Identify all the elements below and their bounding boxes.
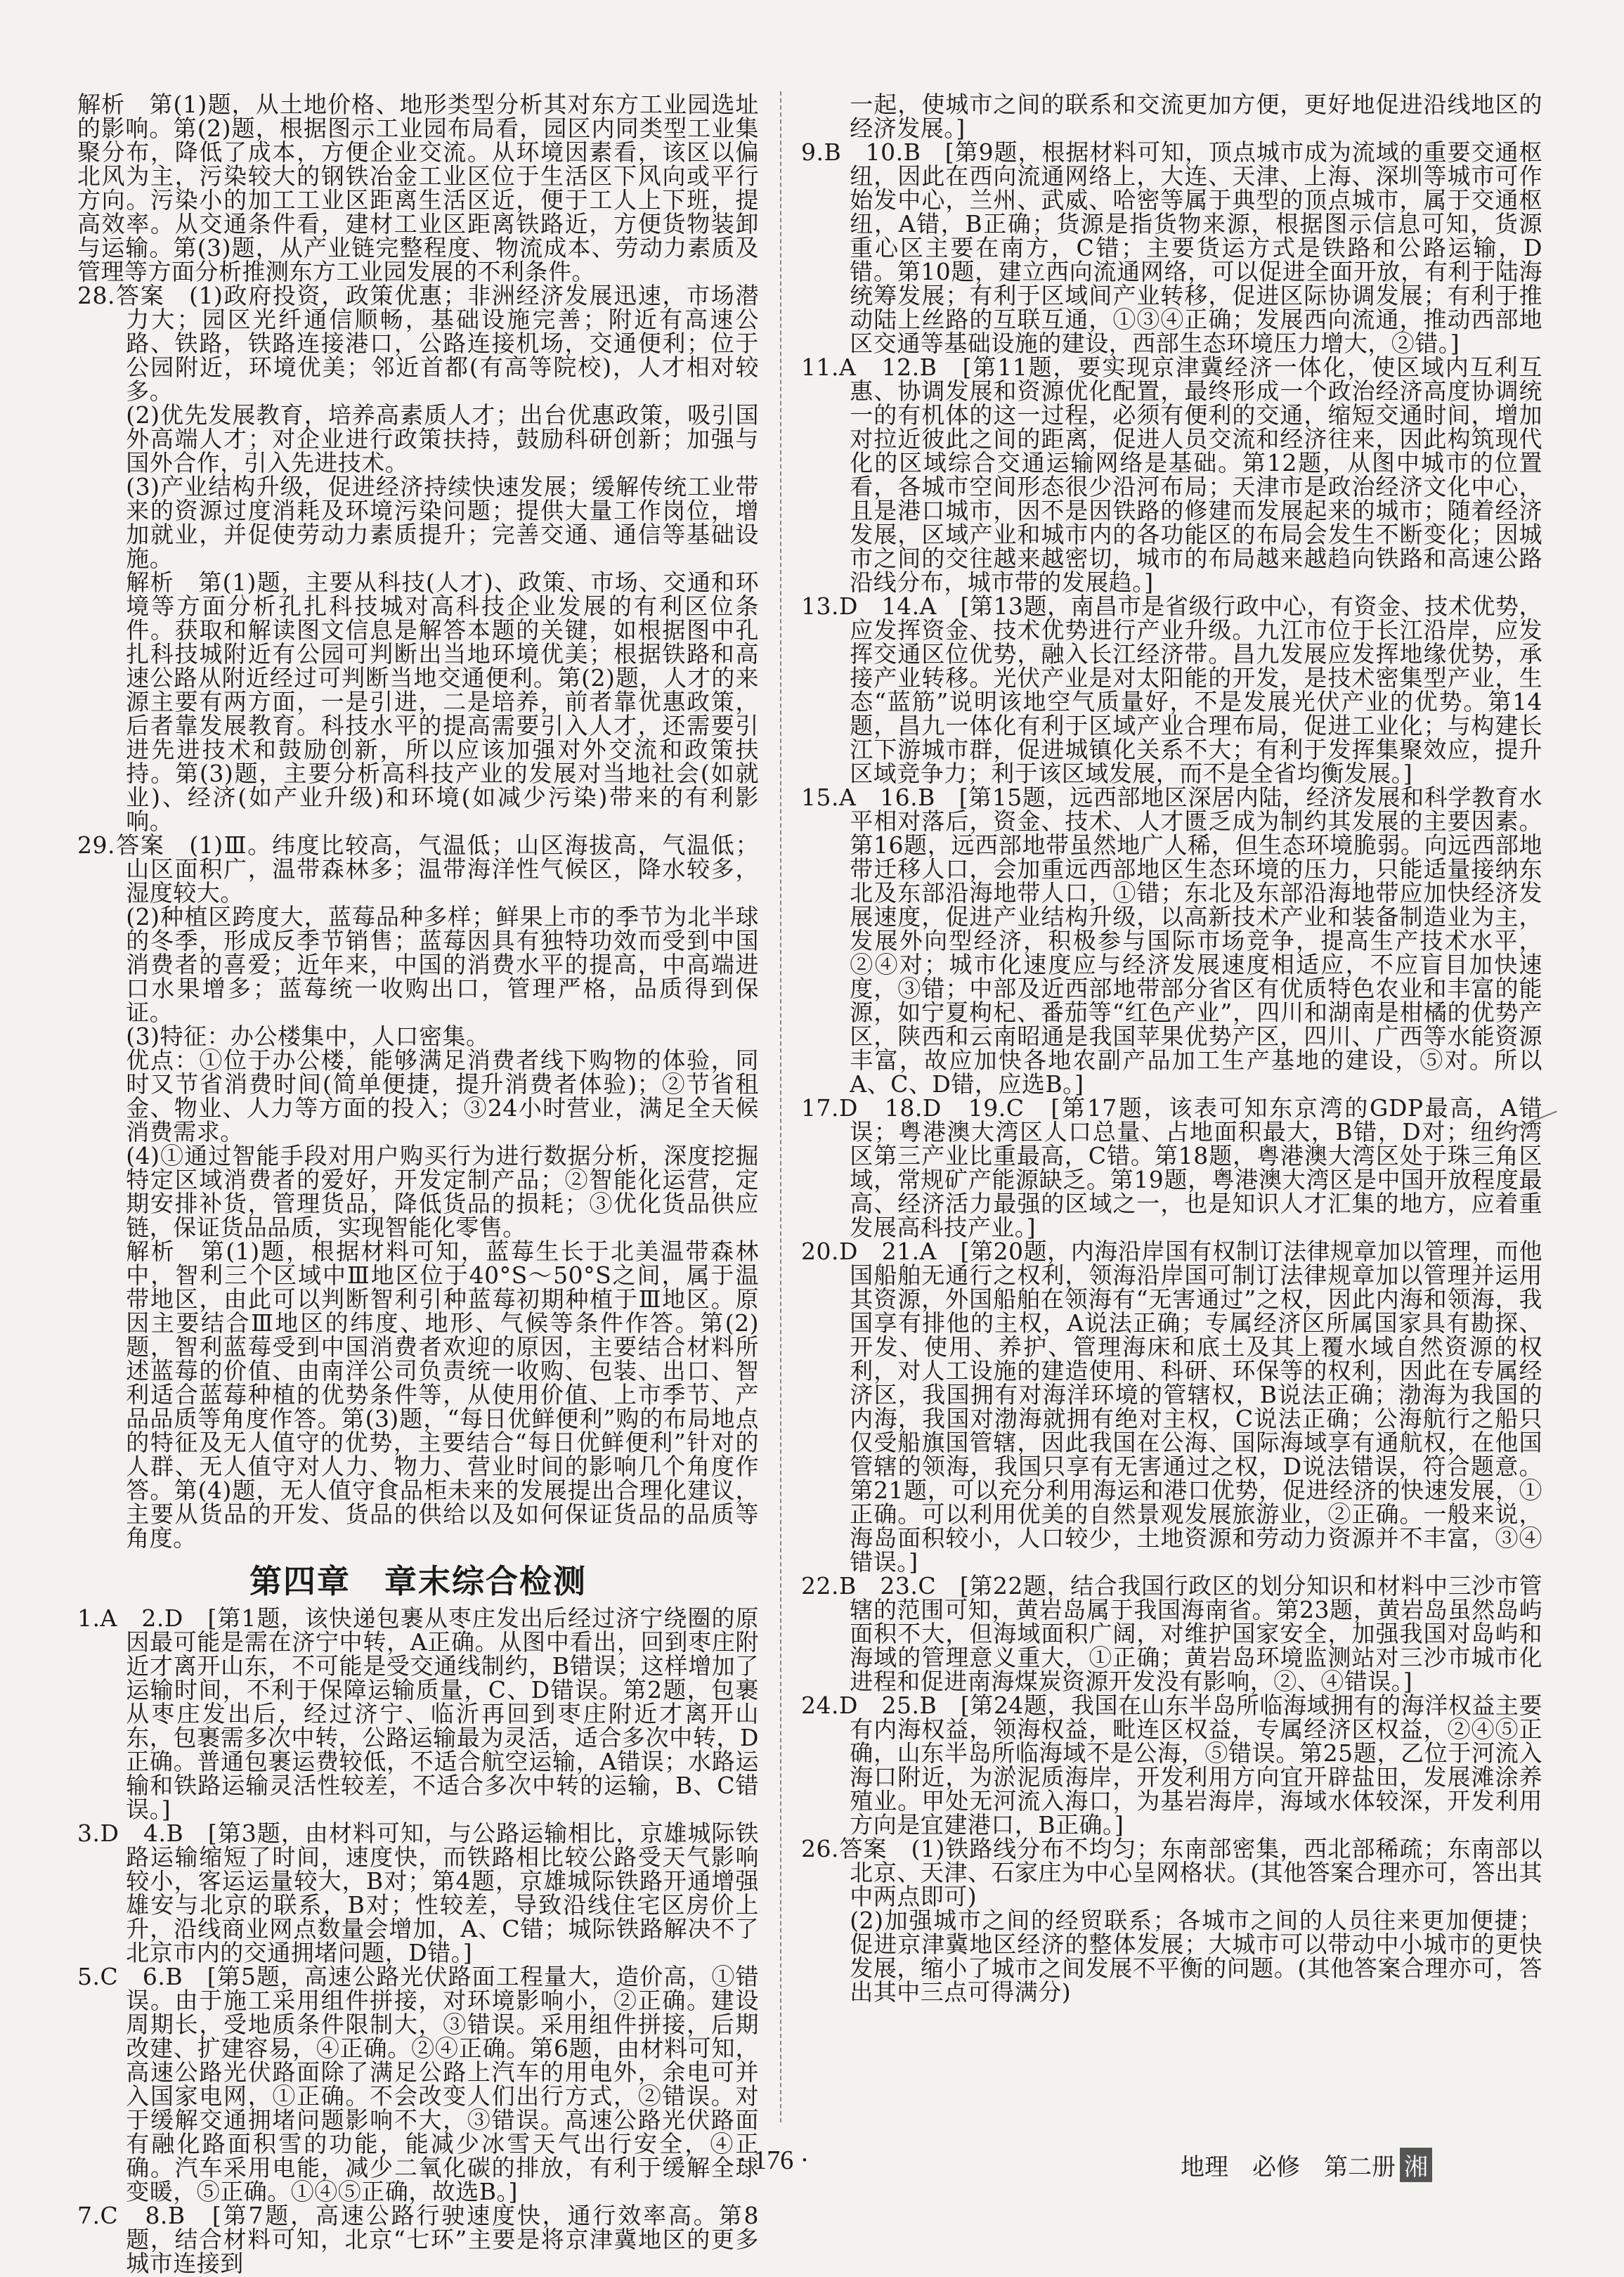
answer-7-8: 7.C 8.B [第7题，高速公路行驶速度快，通行效率高。第8题，结合材料可知，北京“七环”主要是将京津冀地区的更多城市连接到	[77, 2202, 759, 2277]
answer-11-12: 11.A 12.B [第11题，要实现京津冀经济一体化，使区域内互利互惠、协调发展和资源优化配置，最终形成一个政治经济高度协调统一的有机体的这一过程，必须有便利的交通，缩短交通时间，增加对拉近彼此之间的距离，促进人员交流和经济往来，因此构筑现代化的区域综合交通运输网络是基础。第12题，从图中城市的位置看，各城市空间形态很少沿河布局；天津市是政治经济文化中心，且是港口城市，因不是因铁路的修建而发展起来的城市；随着经济发展，区域产业和城市内的各功能区的布局会发生不断变化；因城市之间的交往越来越密切，城市的布局越来越趋向铁路和高速公路沿线分布，城市带的发展趋。]	[801, 353, 1542, 596]
answer-15-16: 15.A 16.B [第15题，远西部地区深居内陆，经济发展和科学教育水平相对落后，资金、技术、人才匮乏成为制约其发展的主要因素。第16题，远西部地带虽然地广人稀，但生态环境脆弱。向远西部地带迁移人口，会加重远西部地区生态环境的压力，只能适量接纳东北及东部沿海地带人口，①错；东北及东部沿海地带应加快经济发展速度，促进产业结构升级，以高新技术产业和装备制造业为主，发展外向型经济，积极参与国际市场竞争，提高生产技术水平，②④对；城市化速度应与经济发展速度相适应，不应盲目加快速度，③错；中部及近西部地带部分省区有优质特色农业和丰富的能源，如宁夏枸杞、番茄等“红色产业”，四川和湖南是柑橘的优势产区，陕西和云南昭通是我国苹果优势产区，四川、广西等水能资源丰富，故应加快各地农副产品加工生产基地的建设，⑤对。所以A、C、D错，应选B。]	[801, 784, 1542, 1098]
left-column	[77, 93, 759, 2276]
chapter-title: 第四章 章末综合检测	[249, 1562, 587, 1600]
answer-29-part2: (2)种植区跨度大，蓝莓品种多样；鲜果上市的季节为北半球的冬季，形成反季节销售；蓝莓因具有独特功效而受到中国消费者的喜爱；近年来，中国的消费水平的提高，中高端进口水果增多；蓝莓统一收购出口，管理严格，品质得到保证。	[126, 903, 759, 1026]
answer-28-part1: 28.答案 (1)政府投资，政策优惠；非洲经济发展迅速，市场潜力大；园区光纤通信顺畅，基础设施完善；附近有高速公路、铁路，铁路连接港口，公路连接机场，交通便利；位于公园附近，环境优美；邻近首都(有高等院校)，人才相对较多。	[77, 282, 759, 405]
answer-13-14: 13.D 14.A [第13题，南昌市是省级行政中心，有资金、技术优势，应发挥资金、技术优势进行产业升级。九江市位于长江沿岸，应发挥交通区位优势，融入长江经济带。昌九发展应发挥地缘优势，承接产业转移。光伏产业是对太阳能的开发，是技术密集型产业，生态“蓝筋”说明该地空气质量好，不是发展光伏产业的优势。第14题，昌九一体化有利于区域产业合理布局，促进工业化；与构建长江下游城市群，促进城镇化关系不大；有利于发挥集聚效应，提升区域竞争力；利于该区域发展，而不是全省均衡发展。]	[801, 592, 1542, 787]
analysis-29: 解析 第(1)题，根据材料可知，蓝莓生长于北美温带森林中，智利三个区域中Ⅲ地区位于40°S～50°S之间，属于温带地区，由此可以判断智利引种蓝莓初期种植于Ⅲ地区。原因主要结合Ⅲ地区的纬度、地形、气候等条件作答。第(2)题，智利蓝莓受到中国消费者欢迎的原因，主要结合材料所述蓝莓的价值、由南洋公司负责统一收购、包装、出口、智利适合蓝莓种植的优势条件等，从使用价值、上市季节、产品品质等角度作答。第(3)题，“每日优鲜便利”购的布局地点的特征及无人值守的优势，主要结合“每日优鲜便利”针对的人群、无人值守对人力、物力、营业时间的影响几个角度作答。第(4)题，无人值守食品柜未来的发展提出合理化建议，主要从货品的开发、货品的供给以及如何保证货品的品质等角度。	[126, 1238, 759, 1552]
answer-5-6: 5.C 6.B [第5题，高速公路光伏路面工程量大，造价高，①错误。由于施工采用组件拼接，对环境影响小，②正确。建设周期长，受地质条件限制大，③错误。采用组件拼接，后期改建、扩建容易，④正确。②④正确。第6题，由材料可知，高速公路光伏路面除了满足公路上汽车的用电外，余电可并入国家电网，①正确。不会改变人们出行方式，②错误。对于缓解交通拥堵问题影响不大，③错误。高速公路光伏路面有融化路面积雪的功能，能减少冰雪天气出行安全，④正确。汽车采用电能，减少二氧化碳的排放，有利于缓解全球变暖，⑤正确。①④⑤正确，故选B。]	[77, 1963, 759, 2205]
answer-29-advantages: 优点：①位于办公楼，能够满足消费者线下购物的体验，同时又节省消费时间(简单便捷，提升消费者体验)；②节省租金、物业、人力等方面的投入；③24小时营业，满足全天候消费需求。	[126, 1046, 759, 1146]
answer-28-part3: (3)产业结构升级，促进经济持续快速发展；缓解传统工业带来的资源过度消耗及环境污染问题；提供大量工作岗位，增加就业，并促使劳动力素质提升；完善交通、通信等基础设施。	[126, 473, 759, 572]
page-footer	[0, 2145, 1624, 2187]
answer-29-part4: (4)①通过智能手段对用户购买行为进行数据分析，深度挖掘特定区域消费者的爱好，开发定制产品；②智能化运营，定期安排补货，管理货品，降低货品的损耗；③优化货品供应链，保证货品品质，实现智能化零售。	[126, 1142, 759, 1241]
answer-28-part2: (2)优先发展教育，培养高素质人才；出台优惠政策，吸引国外高端人才；对企业进行政策扶持，鼓励科研创新；加强与国外合作，引入先进技术。	[126, 401, 759, 476]
analysis-27: 解析 第(1)题，从土地价格、地形类型分析其对东方工业园选址的影响。第(2)题，根据图示工业园布局看，园区内同类型工业集聚分布，降低了成本，方便企业交流。从环境因素看，该区以偏北风为主，污染较大的钢铁冶金工业区位于生活区下风向或平行方向。污染小的加工工业区距离生活区近，便于工人上下班，提高效率。从交通条件看，建材工业区距离铁路近，方便货物装卸与运输。第(3)题，从产业链完整程度、物流成本、劳动力素质及管理等方面分析推测东方工业园发展的不利条件。	[77, 91, 759, 285]
answer-1-2: 1.A 2.D [第1题，该快递包裹从枣庄发出后经过济宁绕圈的原因最可能是需在济宁中转，A正确。从图中看出，回到枣庄附近才离开山东，不可能是受交通线制约，B错误；这样增加了运输时间，不利于保障运输质量，C、D错误。第2题，包裹从枣庄发出后，经过济宁、临沂再回到枣庄附近才离开山东，包裹需多次中转，公路运输最为灵活，适合多次中转，D正确。普通包裹运费较低，不适合航空运输，A错误；水路运输和铁路运输灵活性较差，不适合多次中转的运输，B、C错误。]	[77, 1604, 759, 1823]
answer-24-25: 24.D 25.B [第24题，我国在山东半岛所临海域拥有的海洋权益主要有内海权益，领海权益，毗连区权益，专属经济区权益，②④⑤正确，山东半岛所临海域不是公海，⑤错误。第25题，乙位于河流入海口附近，为淤泥质海岸，开发利用方向宜开辟盐田，发展滩涂养殖业。甲处无河流入海口，为基岩海岸，海域水体较深，开发利用方向是宜建港口，B正确。]	[801, 1692, 1542, 1838]
book-title	[1181, 2148, 1432, 2182]
page-number: · 176 ·	[738, 2146, 810, 2175]
answer-26-part2: (2)加强城市之间的经贸联系；各城市之间的人员往来更加便捷；促进京津冀地区经济的整体发展；大城市可以带动中小城市的更快发展，缩小了城市之间发展不平衡的问题。(其他答案合理亦可，答出其中三点可得满分)	[850, 1907, 1542, 2006]
answer-8-continued: 一起，使城市之间的联系和交流更加方便，更好地促进沿线地区的经济发展。]	[850, 91, 1542, 142]
answer-9-10: 9.B 10.B [第9题，根据材料可知，顶点城市成为流域的重要交通枢纽，因此在西向流通网络上，大连、天津、上海、深圳等城市可作始发中心，兰州、武威、哈密等属于典型的顶点城市，属于交通枢纽，A错，B正确；货源是指货物来源，根据图示信息可知，货源重心区主要在南方，C错；主要货运方式是铁路和公路运输，D错。第10题，建立西向流通网络，可以促进全面开放，有利于陆海统筹发展；有利于区域间产业转移，促进区际协调发展；有利于推动陆上丝路的互联互通，①③④正确；发展西向流通，推动西部地区交通等基础设施的建设，西部生态环境压力增大，②错。]	[801, 138, 1542, 357]
answer-22-23: 22.B 23.C [第22题，结合我国行政区的划分知识和材料中三沙市管辖的范围可知，黄岩岛属于我国海南省。第23题，黄岩岛虽然岛屿面积不大，但海域面积广阔，对维护国家安全，加强我国对岛屿和海域的管理意义重大，①正确；黄岩岛环境监测站对三沙市城市化进程和促进南海煤炭资源开发没有影响，②、④错误。]	[801, 1572, 1542, 1695]
analysis-28: 解析 第(1)题，主要从科技(人才)、政策、市场、交通和环境等方面分析孔扎科技城对高科技企业发展的有利区位条件。获取和解读图文信息是解答本题的关键，如根据图中孔扎科技城附近有公园可判断出当地环境优美；根据铁路和高速公路从附近经过可判断当地交通便利。第(2)题，人才的来源主要有两方面，一是引进，二是培养，前者靠优惠政策，后者靠发展教育。科技水平的提高需要引入人才，还需要引进先进技术和鼓励创新，所以应该加强对外交流和政策扶持。第(3)题，主要分析高科技产业的发展对当地社会(如就业)、经济(如产业升级)和环境(如减少污染)带来的有利影响。	[126, 569, 759, 835]
answer-29-part1: 29.答案 (1)Ⅲ。纬度比较高，气温低；山区海拔高，气温低；山区面积广，温带森林多；温带海洋性气候区，降水较多，湿度较大。	[77, 831, 759, 907]
answer-17-19: 17.D 18.D 19.C [第17题，该表可知东京湾的GDP最高，A错误；粤港澳大湾区人口总量、占地面积最大，B错，D对；纽约湾区第三产业比重最高，C错。第18题，粤港澳大湾区处于珠三角区域，常规矿产能源缺乏。第19题，粤港澳大湾区是中国开放程度最高、经济活力最强的区域之一，也是知识人才汇集的地方，应着重发展高科技产业。]	[801, 1094, 1542, 1241]
right-column	[801, 93, 1542, 2004]
answer-3-4: 3.D 4.B [第3题，由材料可知，与公路运输相比，京雄城际铁路运输缩短了时间，速度快，而铁路相比较公路受天气影响较小，客运运量较大，B对；第4题，京雄城际铁路开通增强雄安与北京的联系，B对；性较差，导致沿线住宅区房价上升，沿线商业网点数量会增加，A、C错；城际铁路解决不了北京市内的交通拥堵问题，D错。]	[77, 1819, 759, 1966]
answer-29-part3: (3)特征：办公楼集中，人口密集。	[126, 1023, 490, 1050]
answer-20-21: 20.D 21.A [第20题，内海沿岸国有权制订法律规章加以管理，而他国船舶无通行之权利，领海沿岸国可制订法律规章加以管理并运用其资源，外国船舶在领海有“无害通过”之权，因此内海和领海，我国享有排他的主权，A说法正确；专属经济区所属国家具有勘探、开发、使用、养护、管理海床和底土及其上覆水域自然资源的权利，对人工设施的建造使用、科研、环保等的权利，因此在专属经济区，我国拥有对海洋环境的管辖权，B说法正确；渤海为我国的内海，我国对渤海就拥有绝对主权，C说法正确；公海航行之船只仅受船旗国管辖，因此我国在公海、国际海域享有通航权，在他国管辖的领海，我国只享有无害通过之权，D说法错误，符合题意。第21题，可以充分利用海运和港口优势，促进经济的快速发展，①正确。可以利用优美的自然景观发展旅游业，②正确。一般来说，海岛面积较小，人口较少，土地资源和劳动力资源并不丰富，③④错误。]	[801, 1238, 1542, 1576]
column-divider	[780, 91, 781, 2122]
answer-26-part1: 26.答案 (1)铁路线分布不均匀；东南部密集，西北部稀疏；东南部以北京、天津、石家庄为中心呈网格状。(其他答案合理亦可，答出其中两点即可)	[801, 1835, 1542, 1910]
book-subject: 地理 必修 第二册	[1181, 2153, 1396, 2181]
edition-tag: 湘	[1400, 2148, 1432, 2182]
